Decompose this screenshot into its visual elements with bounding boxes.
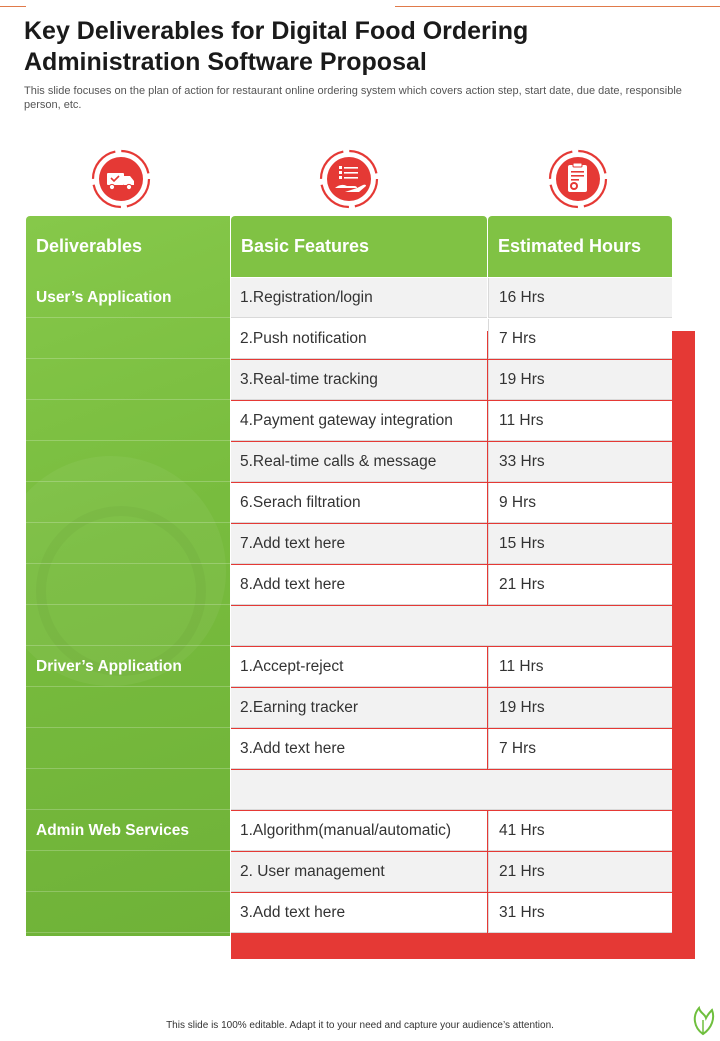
deliverable-cell [26, 606, 230, 646]
ratings-hand-icon [318, 148, 380, 210]
deliverable-cell [26, 524, 230, 564]
feature-cell: 3.Real-time tracking [231, 360, 487, 400]
hours-cell: 7 Hrs [488, 729, 672, 769]
feature-cell: 6.Serach filtration [231, 483, 487, 523]
hours-cell: 21 Hrs [488, 852, 672, 892]
deliverable-cell [26, 483, 230, 523]
top-rule-left [0, 6, 26, 7]
table-row [26, 729, 672, 770]
blank-cell [231, 770, 672, 810]
hours-cell: 16 Hrs [488, 278, 672, 318]
hours-cell: 33 Hrs [488, 442, 672, 482]
header-deliverables: Deliverables [36, 236, 143, 256]
blank-cell [231, 606, 672, 646]
header-estimated-hours: Estimated Hours [488, 216, 672, 277]
table-row [26, 852, 672, 893]
page-title: Key Deliverables for Digital Food Ordering Administration Software Proposal [24, 17, 529, 76]
hours-cell: 11 Hrs [488, 647, 672, 687]
feature-cell: 2. User management [231, 852, 487, 892]
feature-cell: 7.Add text here [231, 524, 487, 564]
deliverable-cell [26, 729, 230, 769]
table-row [26, 647, 672, 688]
table-row [26, 524, 672, 565]
table-row [26, 278, 672, 319]
hours-cell: 19 Hrs [488, 360, 672, 400]
feature-cell: 1.Accept-reject [231, 647, 487, 687]
hours-cell: 31 Hrs [488, 893, 672, 933]
leaf-logo-icon [690, 1004, 716, 1036]
top-rule-right [395, 6, 720, 7]
hours-cell: 7 Hrs [488, 319, 672, 359]
hours-cell: 41 Hrs [488, 811, 672, 851]
footer-note: This slide is 100% editable. Adapt it to your need and capture your audience’s attention. [166, 1020, 554, 1031]
table-row [26, 360, 672, 401]
feature-cell: 3.Add text here [231, 729, 487, 769]
deliverable-cell [26, 442, 230, 482]
deliverable-cell [26, 319, 230, 359]
feature-cell: 3.Add text here [231, 893, 487, 933]
table-row [26, 442, 672, 483]
hours-cell: 11 Hrs [488, 401, 672, 441]
feature-cell: 8.Add text here [231, 565, 487, 605]
deliverable-cell [26, 770, 230, 810]
feature-cell: 1.Algorithm(manual/automatic) [231, 811, 487, 851]
table-row [26, 688, 672, 729]
hours-cell: 19 Hrs [488, 688, 672, 728]
header-basic-features: Basic Features [231, 216, 487, 277]
clipboard-checklist-icon [547, 148, 609, 210]
hours-cell: 9 Hrs [488, 483, 672, 523]
feature-cell: 2.Earning tracker [231, 688, 487, 728]
deliverable-cell [26, 688, 230, 728]
table-row-spacer [26, 770, 672, 811]
deliverable-cell [26, 852, 230, 892]
deliverable-cell: Driver’s Application [26, 647, 230, 687]
feature-cell: 4.Payment gateway integration [231, 401, 487, 441]
deliverable-cell [26, 893, 230, 933]
delivery-truck-icon [90, 148, 152, 210]
table-row [26, 483, 672, 524]
deliverables-table [26, 278, 672, 934]
feature-cell: 2.Push notification [231, 319, 487, 359]
deliverable-cell [26, 565, 230, 605]
deliverable-cell: User’s Application [26, 278, 230, 318]
table-row [26, 401, 672, 442]
deliverable-cell: Admin Web Services [26, 811, 230, 851]
table-row [26, 893, 672, 934]
top-rule [0, 0, 720, 8]
table-row [26, 319, 672, 360]
deliverable-cell [26, 360, 230, 400]
page-subtitle: This slide focuses on the plan of action for restaurant online ordering system which covers action step, start date, due date, responsible person, etc. [24, 85, 682, 111]
hours-cell: 21 Hrs [488, 565, 672, 605]
table-row [26, 565, 672, 606]
feature-cell: 1.Registration/login [231, 278, 487, 318]
deliverable-cell [26, 401, 230, 441]
table-row [26, 811, 672, 852]
table-row-spacer [26, 606, 672, 647]
hours-cell: 15 Hrs [488, 524, 672, 564]
feature-cell: 5.Real-time calls & message [231, 442, 487, 482]
